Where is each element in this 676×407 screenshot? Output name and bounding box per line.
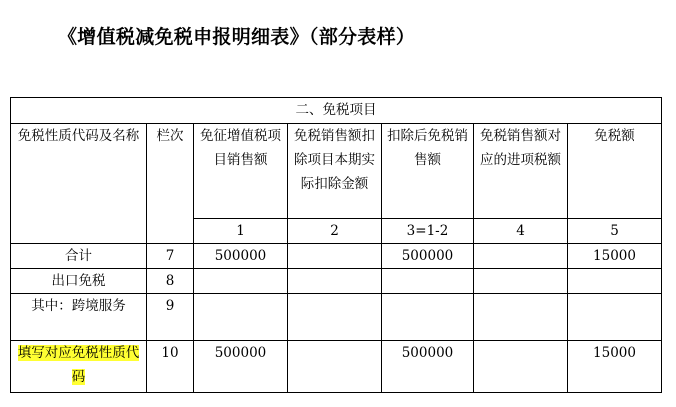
row-name: 合计 xyxy=(11,244,147,269)
cell-col2 xyxy=(288,294,382,341)
header-col5: 免税额 xyxy=(568,124,662,219)
row-name-cell xyxy=(11,341,147,393)
col-number: 3=1-2 xyxy=(382,219,474,244)
header-col3: 扣除后免税销售额 xyxy=(382,124,474,219)
table-row-cross-border xyxy=(11,294,662,341)
cell-col3 xyxy=(382,269,474,294)
col-number: 4 xyxy=(474,219,568,244)
row-number: 8 xyxy=(147,269,194,294)
header-col1: 免征增值税项目销售额 xyxy=(194,124,288,219)
header-col4: 免税销售额对应的进项税额 xyxy=(474,124,568,219)
header-row xyxy=(11,124,662,219)
highlighted-row-name: 填写对应免税性质代码 xyxy=(17,345,140,385)
cell-col3: 500000 xyxy=(382,244,474,269)
cell-col1: 500000 xyxy=(194,341,288,393)
section-row xyxy=(11,98,662,124)
row-name: 出口免税 xyxy=(11,269,147,294)
col-number: 1 xyxy=(194,219,288,244)
table-row-export xyxy=(11,269,662,294)
cell-col1 xyxy=(194,294,288,341)
table-row-total xyxy=(11,244,662,269)
cell-col1 xyxy=(194,269,288,294)
col-number: 2 xyxy=(288,219,382,244)
row-number: 10 xyxy=(147,341,194,393)
document-title: 《增值税减免税申报明细表》（部分表样） xyxy=(58,26,416,48)
cell-col1: 500000 xyxy=(194,244,288,269)
cell-col4 xyxy=(474,341,568,393)
header-col2: 免税销售额扣除项目本期实际扣除金额 xyxy=(288,124,382,219)
row-name: 其中：跨境服务 xyxy=(11,294,147,341)
cell-col5 xyxy=(568,269,662,294)
cell-col5: 15000 xyxy=(568,341,662,393)
row-number: 9 xyxy=(147,294,194,341)
cell-col3: 500000 xyxy=(382,341,474,393)
col-number: 5 xyxy=(568,219,662,244)
header-row-no: 栏次 xyxy=(147,124,194,244)
cell-col5: 15000 xyxy=(568,244,662,269)
cell-col5 xyxy=(568,294,662,341)
cell-col4 xyxy=(474,269,568,294)
header-code-name: 免税性质代码及名称 xyxy=(11,124,147,244)
tax-exemption-table xyxy=(10,97,662,393)
cell-col3 xyxy=(382,294,474,341)
cell-col2 xyxy=(288,269,382,294)
cell-col4 xyxy=(474,294,568,341)
row-number: 7 xyxy=(147,244,194,269)
section-title: 二、免税项目 xyxy=(11,98,662,124)
table-row-code xyxy=(11,341,662,393)
cell-col4 xyxy=(474,244,568,269)
cell-col2 xyxy=(288,341,382,393)
cell-col2 xyxy=(288,244,382,269)
